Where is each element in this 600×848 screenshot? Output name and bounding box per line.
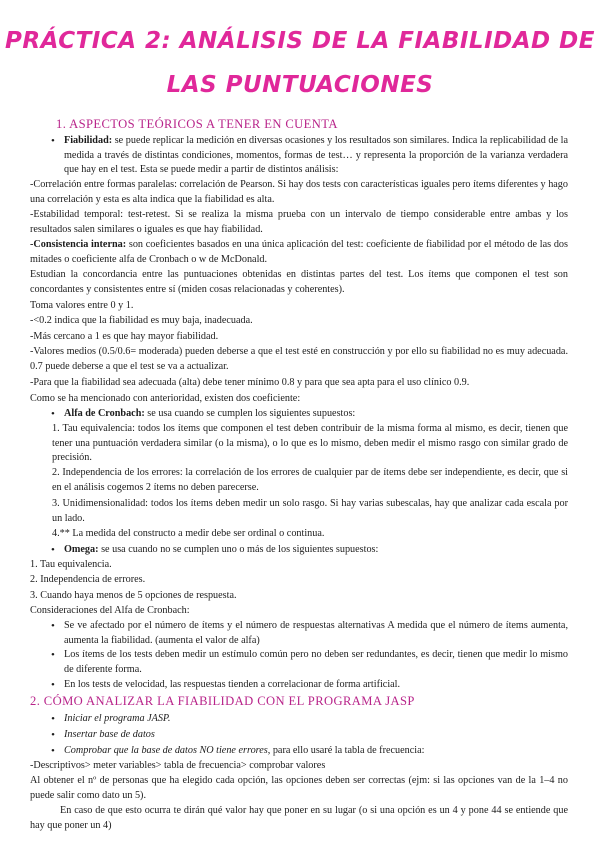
consistencia-text: son coeficientes basados en una única aplicación del test: coeficiente de fiabilidad por el método de las dos mitades o coeficiente alfa de Cronbach o w de McDonald. bbox=[30, 239, 568, 265]
adecuada-line: -Para que la fiabilidad sea adecuada (alta) debe tener mínimo 0.8 y para que sea apta para el uso clínico 0.9. bbox=[30, 377, 470, 388]
alfa-term: Alfa de Cronbach: bbox=[64, 408, 145, 419]
alfa-item: 2. Independencia de los errores: la correlación de los errores de cualquier par de ítems debe ser independiente, es decir, que si en el análisis cogemos 2 ítems no deben parecerse. bbox=[52, 467, 568, 493]
comprobar-italic: Comprobar que la base de datos NO tiene errores bbox=[64, 745, 268, 756]
correlacion-paragraph: -Correlación entre formas paralelas: correlación de Pearson. Si hay dos tests con características iguales pero ítems diferentes y hago una correlación y esta es alta indica que la fiabilidad es alta. bbox=[30, 179, 568, 205]
consideracion-bullet: • Los ítems de los tests deben medir un estímulo común pero no deben ser redundantes, es decir, tienen que medir lo mismo de diferente forma. bbox=[64, 648, 568, 677]
alfa-text: se usa cuando se cumplen los siguientes supuestos: bbox=[144, 408, 356, 419]
comprobar-bullet bbox=[64, 744, 568, 759]
fiabilidad-text: se puede replicar la medición en diversas ocasiones y los resultados son similares. Indica la replicabilidad de la medida a través de distintas condiciones, momentos, formas de test… y representa la proporción de la varianza verdadera que hay en el test. Esta se puede medir a partir de distintos análisis: bbox=[64, 135, 568, 176]
fiabilidad-term: Fiabilidad: bbox=[64, 135, 113, 146]
omega-item: 2. Independencia de errores. bbox=[30, 574, 146, 585]
como-line: Como se ha mencionado con anterioridad, existen dos coeficiente: bbox=[30, 393, 301, 404]
estabilidad-paragraph: -Estabilidad temporal: test-retest. Si se realiza la misma prueba con un intervalo de tiempo considerable entre ambas y los resultados salen similares o iguales es que hay fiabilidad. bbox=[30, 209, 568, 235]
alfa-item: 4.** La medida del constructo a medir debe ser ordinal o continua. bbox=[52, 528, 325, 539]
section-2-heading: 2. CÓMO ANALIZAR LA FIABILIDAD CON EL PROGRAMA JASP bbox=[30, 694, 415, 708]
estudian-paragraph: Estudian la concordancia entre las puntuaciones obtenidas en distintas partes del test. Los ítems que componen el test son concordantes y consistentes entre sí (miden cosas relacionadas y coherentes). bbox=[30, 269, 568, 295]
consideracion-bullet: • En los tests de velocidad, las respuestas tienden a correlacionar de forma artificial. bbox=[64, 678, 568, 693]
alfa-bullet bbox=[64, 407, 568, 422]
consistencia-term: -Consistencia interna: bbox=[30, 239, 127, 250]
comprobar-text: , para ello usaré la tabla de frecuencia: bbox=[267, 745, 425, 756]
omega-term: Omega: bbox=[64, 544, 99, 555]
obtener-paragraph: Al obtener el nº de personas que ha elegido cada opción, las opciones deben ser correctas (ejm: si las opciones van de la 1–4 no puede salir como dato un 5). bbox=[30, 775, 568, 801]
descriptivos-line: -Descriptivos> meter variables> tabla de frecuencia> comprobar valores bbox=[30, 760, 326, 771]
consistencia-paragraph bbox=[30, 238, 568, 267]
cercano-line: -Más cercano a 1 es que hay mayor fiabilidad. bbox=[30, 331, 219, 342]
consideraciones-line: Consideraciones del Alfa de Cronbach: bbox=[30, 605, 190, 616]
section-1-heading: 1. ASPECTOS TEÓRICOS A TENER EN CUENTA bbox=[56, 117, 338, 131]
omega-item: 1. Tau equivalencia. bbox=[30, 559, 112, 570]
alfa-item: 1. Tau equivalencia: todos los ítems que componen el test deben contribuir de la misma forma al mismo, es decir, tienen que tener una puntuación verdadera similar (o la misma), o lo que es lo mismo, deben medir el mismo rasgo con similar grado de precisión. bbox=[52, 423, 568, 464]
caso-paragraph: En caso de que esto ocurra te dirán qué valor hay que poner en su lugar (o si una opción es un 4 y pone 44 se entiende que hay que poner un 4) bbox=[30, 805, 568, 831]
fiabilidad-bullet bbox=[64, 134, 568, 178]
consideracion-bullet: • Se ve afectado por el número de ítems y el número de respuestas alternativas A medida que el número de ítems aumenta, aumenta la fiabilidad. (aumenta el valor de alfa) bbox=[64, 619, 568, 648]
omega-text: se usa cuando no se cumplen uno o más de los siguientes supuestos: bbox=[98, 544, 379, 555]
omega-item: 3. Cuando haya menos de 5 opciones de respuesta. bbox=[30, 590, 237, 601]
menor-line: -<0.2 indica que la fiabilidad es muy baja, inadecuada. bbox=[30, 315, 253, 326]
toma-line: Toma valores entre 0 y 1. bbox=[30, 300, 134, 311]
alfa-item: 3. Unidimensionalidad: todos los ítems deben medir un solo rasgo. Si hay varias subescalas, hay que analizar cada escala por un lado. bbox=[52, 498, 568, 524]
insertar-bullet: • Insertar base de datos bbox=[64, 728, 568, 743]
document-title-line-1: PRÁCTICA 2: ANÁLISIS DE LA FIABILIDAD DE bbox=[5, 28, 595, 54]
iniciar-bullet: • Iniciar el programa JASP. bbox=[64, 712, 568, 727]
document-title-line-2: LAS PUNTUACIONES bbox=[166, 72, 434, 98]
omega-bullet bbox=[64, 543, 568, 558]
medios-paragraph: -Valores medios (0.5/0.6= moderada) pueden deberse a que el test esté en construcción y por ello su fiabilidad no es muy adecuada. 0.7 puede deberse a que el test se va a actualizar. bbox=[30, 346, 568, 372]
